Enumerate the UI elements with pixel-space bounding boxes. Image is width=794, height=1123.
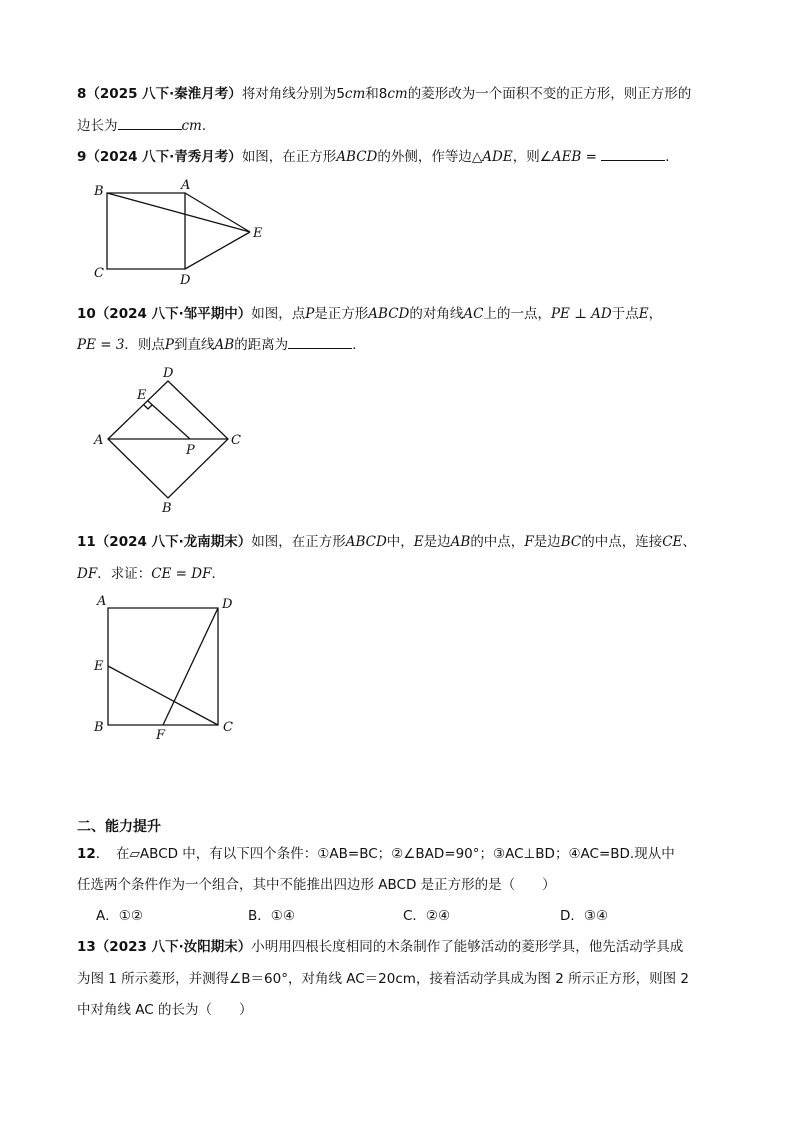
q13-line2 — [77, 967, 689, 987]
q9-square — [107, 193, 185, 269]
q13-text2: 为图 1 所示菱形，并测得∠B＝60°，对角线 AC＝20cm，接着活动学具成为图 2 所示正方形，则图 2 — [77, 971, 689, 987]
q11-text3: 是边 — [423, 534, 451, 550]
q11-point-e: E — [413, 534, 424, 550]
q11-source: （2024 八下·龙南期末） — [95, 534, 252, 550]
q11-segment-ce — [108, 666, 218, 725]
q11-side-bc: BC — [560, 534, 582, 550]
q9-line1 — [77, 145, 679, 165]
q8-text3: 边长为 — [77, 118, 118, 134]
q10-given: PE = 3 — [77, 337, 125, 353]
q12-number: 12 — [77, 846, 96, 862]
q11-label-a: A — [97, 594, 107, 609]
q11-label-d: D — [222, 597, 233, 612]
q11-text4: 的中点， — [470, 534, 525, 550]
q11-label-f: F — [156, 728, 166, 743]
section-heading: 二、能力提升 — [77, 819, 161, 835]
q13-text3: 中对角线 AC 的长为（ ） — [77, 1002, 253, 1018]
q8-line1 — [77, 82, 691, 102]
q10-label-d: D — [163, 366, 174, 381]
q13-line3 — [77, 998, 253, 1018]
q9-text3: ，则∠ — [512, 149, 552, 165]
q10-perpendicular: PE ⊥ AD — [550, 306, 612, 322]
q10-label-e: E — [137, 388, 147, 403]
q10-end: ． — [352, 337, 366, 353]
q8-answer-blank[interactable] — [118, 117, 182, 130]
q12-text2: 任选两个条件作为一个组合，其中不能推出四边形 ABCD 是正方形的是（ ） — [77, 877, 556, 893]
q11-text8: ．求证： — [97, 566, 152, 582]
q9-segment-ae — [185, 193, 250, 232]
q11-point-f: F — [524, 534, 534, 550]
q9-label-e: E — [253, 226, 263, 241]
q11-side-ab: AB — [450, 534, 471, 550]
q10-text6: ．则点 — [124, 337, 165, 353]
q10-label-b: B — [162, 501, 172, 516]
q12-option-a[interactable]: A．①② — [96, 908, 143, 924]
q10-text3: 的对角线 — [409, 306, 464, 322]
q8-unit1: cm — [344, 86, 366, 102]
q10-point-p2: P — [164, 337, 175, 353]
q9-end: ． — [665, 149, 679, 165]
q11-text: 如图，在正方形 — [251, 534, 346, 550]
q11-text6: 的中点，连接 — [581, 534, 663, 550]
q9-triangle: ADE — [482, 149, 513, 165]
q9-source: （2024 八下·青秀月考） — [86, 149, 242, 165]
q9-segment-be — [107, 193, 250, 232]
q9-segment-de — [185, 232, 250, 269]
q11-label-b: B — [94, 720, 104, 735]
q11-segment-df: DF — [77, 566, 98, 582]
q12-option-b[interactable]: B．①④ — [248, 908, 295, 924]
q10-text7: 到直线 — [174, 337, 215, 353]
q10-text5: 于点 — [611, 306, 639, 322]
q9-angle: AEB — [551, 149, 582, 165]
q13-text: 小明用四根长度相同的木条制作了能够活动的菱形学具，他先活动学具成 — [251, 939, 684, 955]
q10-label-a: A — [94, 433, 104, 448]
q9-answer-blank[interactable] — [601, 148, 665, 161]
q10-text4: 上的一点， — [483, 306, 551, 322]
q11-number: 11 — [77, 534, 96, 550]
q10-number: 10 — [77, 306, 96, 322]
q10-square: ABCD — [368, 306, 410, 322]
q12-text: ． 在▱ABCD 中，有以下四个条件：①AB=BC；②∠BAD=90°；③AC⊥BD；④AC=BD.现从中 — [95, 846, 675, 862]
q8-value1: 5 — [336, 86, 345, 102]
q11-figure — [90, 593, 250, 743]
q11-end: ． — [211, 566, 225, 582]
q8-value2: 8 — [378, 86, 388, 102]
q12-line2 — [77, 873, 556, 893]
q10-line-ab: AB — [214, 337, 235, 353]
q10-right-angle-mark — [144, 405, 152, 409]
q11-text5: 是边 — [533, 534, 561, 550]
q13-source: （2023 八下·汝阳期末） — [95, 939, 252, 955]
q8-unit: cm — [181, 118, 202, 134]
q11-segment-ce: CE — [662, 534, 683, 550]
q10-label-c: C — [231, 433, 241, 448]
q10-line1 — [77, 302, 662, 322]
q10-label-p: P — [186, 443, 195, 458]
q8-line2 — [77, 114, 206, 134]
q9-label-a: A — [181, 178, 191, 193]
q11-square — [108, 608, 218, 725]
q10-text8: 的距离为 — [234, 337, 289, 353]
q8-and: 和 — [365, 86, 379, 102]
q13-number: 13 — [77, 939, 96, 955]
q10-diagonal: AC — [463, 306, 484, 322]
q10-comma: ， — [648, 306, 663, 322]
q11-label-e: E — [94, 659, 104, 674]
q11-text2: 中， — [386, 534, 414, 550]
q8-end: . — [201, 118, 207, 134]
q8-number: 8 — [77, 86, 87, 102]
q9-square: ABCD — [336, 149, 378, 165]
q12-line1 — [77, 842, 675, 862]
q11-label-c: C — [223, 720, 233, 735]
q12-option-c[interactable]: C．②④ — [403, 908, 451, 924]
q12-option-d[interactable]: D．③④ — [560, 908, 609, 924]
q11-line1 — [77, 530, 696, 550]
q8-unit2: cm — [387, 86, 408, 102]
q10-line2 — [77, 333, 366, 353]
q11-text7: 、 — [682, 534, 696, 550]
q8-source: （2025 八下·秦淮月考） — [86, 86, 242, 102]
q13-line1 — [77, 935, 683, 955]
q9-number: 9 — [77, 149, 87, 165]
q9-label-b: B — [94, 184, 104, 199]
q9-text2: 的外侧，作等边△ — [377, 149, 483, 165]
q10-text2: 是正方形 — [314, 306, 369, 322]
q8-text2: 的菱形改为一个面积不变的正方形，则正方形的 — [407, 86, 692, 102]
q11-segment-df — [163, 608, 218, 725]
q11-square: ABCD — [345, 534, 387, 550]
q10-figure — [90, 362, 250, 517]
q8-text: 将对角线分别为 — [241, 86, 337, 102]
q10-point-p: P — [305, 306, 315, 322]
q9-label-d: D — [180, 273, 191, 288]
q10-segment-pe — [148, 401, 190, 439]
q11-line2 — [77, 562, 225, 582]
q10-answer-blank[interactable] — [288, 336, 352, 349]
q9-text: 如图，在正方形 — [241, 149, 337, 165]
q9-label-c: C — [94, 266, 104, 281]
q10-text: 如图，点 — [251, 306, 306, 322]
q9-equals: = — [581, 149, 602, 165]
q10-source: （2024 八下·邹平期中） — [95, 306, 252, 322]
q10-point-e: E — [638, 306, 649, 322]
q11-equation: CE = DF — [151, 566, 212, 582]
q9-figure — [90, 176, 280, 286]
